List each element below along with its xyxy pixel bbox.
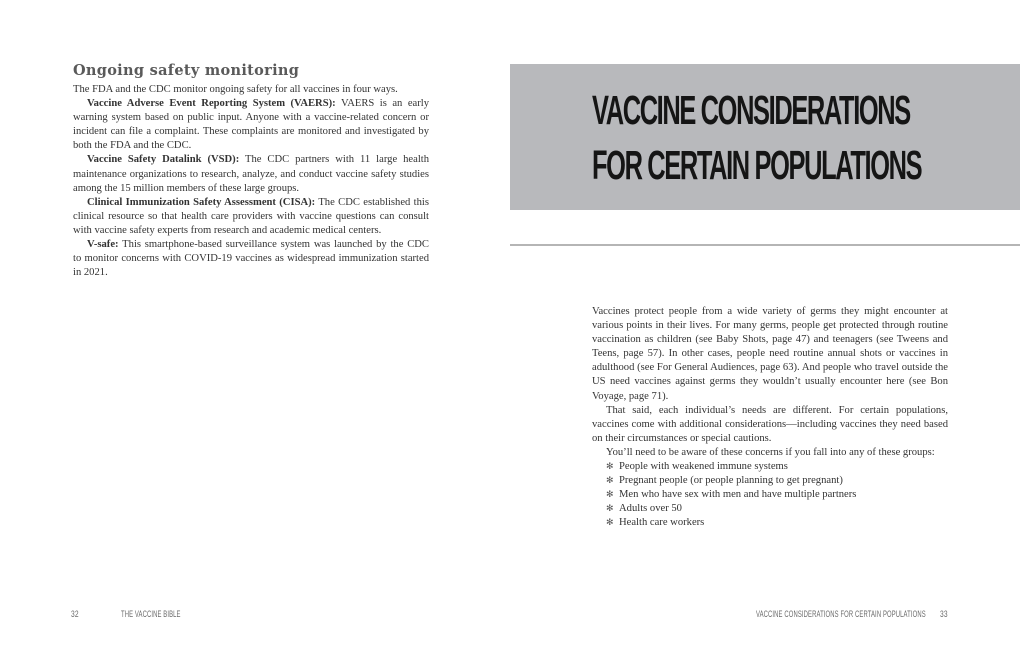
section-heading: Ongoing safety monitoring: [73, 62, 300, 79]
chapter-title-line-2: FOR CERTAIN POPULATIONS: [592, 142, 922, 188]
body-paragraph: Vaccines protect people from a wide variety of germs they might encounter at various points in their lives. For many germs, people get protected through routine vaccination as children (see Baby Shots, page 47) and teenagers (see Tweens and Teens, page 57). In other cases, people need routine annual shots or vaccines in adulthood (see For General Audiences, page 63). And people who travel outside the US need vaccines against germs they wouldn’t usually encounter here (see Bon Voyage, page 71).: [592, 306, 948, 402]
asterisk-bullet-icon: ✻: [606, 462, 614, 473]
population-list: [606, 460, 948, 530]
left-body-text: [73, 83, 429, 280]
item-term: Vaccine Safety Datalink (VSD):: [87, 154, 240, 166]
asterisk-bullet-icon: ✻: [606, 518, 614, 529]
item-term: Clinical Immunization Safety Assessment (CISA):: [87, 196, 316, 208]
intro-paragraph: The FDA and the CDC monitor ongoing safety for all vaccines in four ways.: [73, 84, 398, 95]
list-item: [606, 502, 948, 516]
list-item: [606, 488, 948, 502]
body-paragraph: You’ll need to be aware of these concerns if you fall into any of these groups:: [606, 446, 935, 458]
item-term: V-safe:: [87, 239, 119, 251]
item-text: VAERS is an early warning system based on public input. Anyone with a vaccine-related concern or incident can file a complaint. These complaints are monitored and investigated by both the FDA and the CDC.: [73, 98, 429, 152]
item-term: Vaccine Adverse Event Reporting System (VAERS):: [87, 98, 336, 110]
right-page: [510, 0, 1020, 656]
chapter-title-line-1: VACCINE CONSIDERATIONS: [592, 87, 910, 133]
list-item-text: Men who have sex with men and have multiple partners: [619, 489, 857, 501]
asterisk-bullet-icon: ✻: [606, 504, 614, 515]
right-body-text: [592, 305, 948, 531]
item-text: This smartphone-based surveillance system was launched by the CDC to monitor concerns with COVID-19 vaccines as widespread immunization started in 2021.: [73, 239, 429, 279]
list-item: [606, 516, 948, 530]
monitoring-item-vaers: [73, 97, 429, 153]
chapter-title-block: [510, 64, 1020, 210]
item-text: The CDC established this clinical resource so that health care providers with vaccine questions can consult with vaccine safety experts from research and academic medical centers.: [73, 196, 429, 236]
list-item: [606, 460, 948, 474]
divider-rule: [510, 244, 1020, 246]
item-text: The CDC partners with 11 large health maintenance organizations to research, analyze, and conduct vaccine safety studies among the 15 million members of these large groups.: [73, 154, 430, 194]
page-number-left: 32: [71, 609, 79, 620]
monitoring-item-vsd: [73, 153, 429, 195]
list-item-text: Adults over 50: [619, 503, 682, 515]
running-head-left: THE VACCINE BIBLE: [121, 609, 181, 620]
asterisk-bullet-icon: ✻: [606, 476, 614, 487]
running-head-right: VACCINE CONSIDERATIONS FOR CERTAIN POPULATIONS: [756, 609, 926, 620]
asterisk-bullet-icon: ✻: [606, 490, 614, 501]
monitoring-item-cisa: [73, 196, 429, 238]
monitoring-item-vsafe: [73, 238, 429, 280]
list-item: [606, 474, 948, 488]
list-item-text: Pregnant people (or people planning to get pregnant): [619, 475, 843, 487]
body-paragraph: That said, each individual’s needs are different. For certain populations, vaccines come with additional considerations—including vaccines they need based on their circumstances or special cautions.: [592, 404, 948, 444]
list-item-text: People with weakened immune systems: [619, 461, 788, 473]
list-item-text: Health care workers: [619, 517, 705, 529]
page-number-right: 33: [940, 609, 948, 620]
